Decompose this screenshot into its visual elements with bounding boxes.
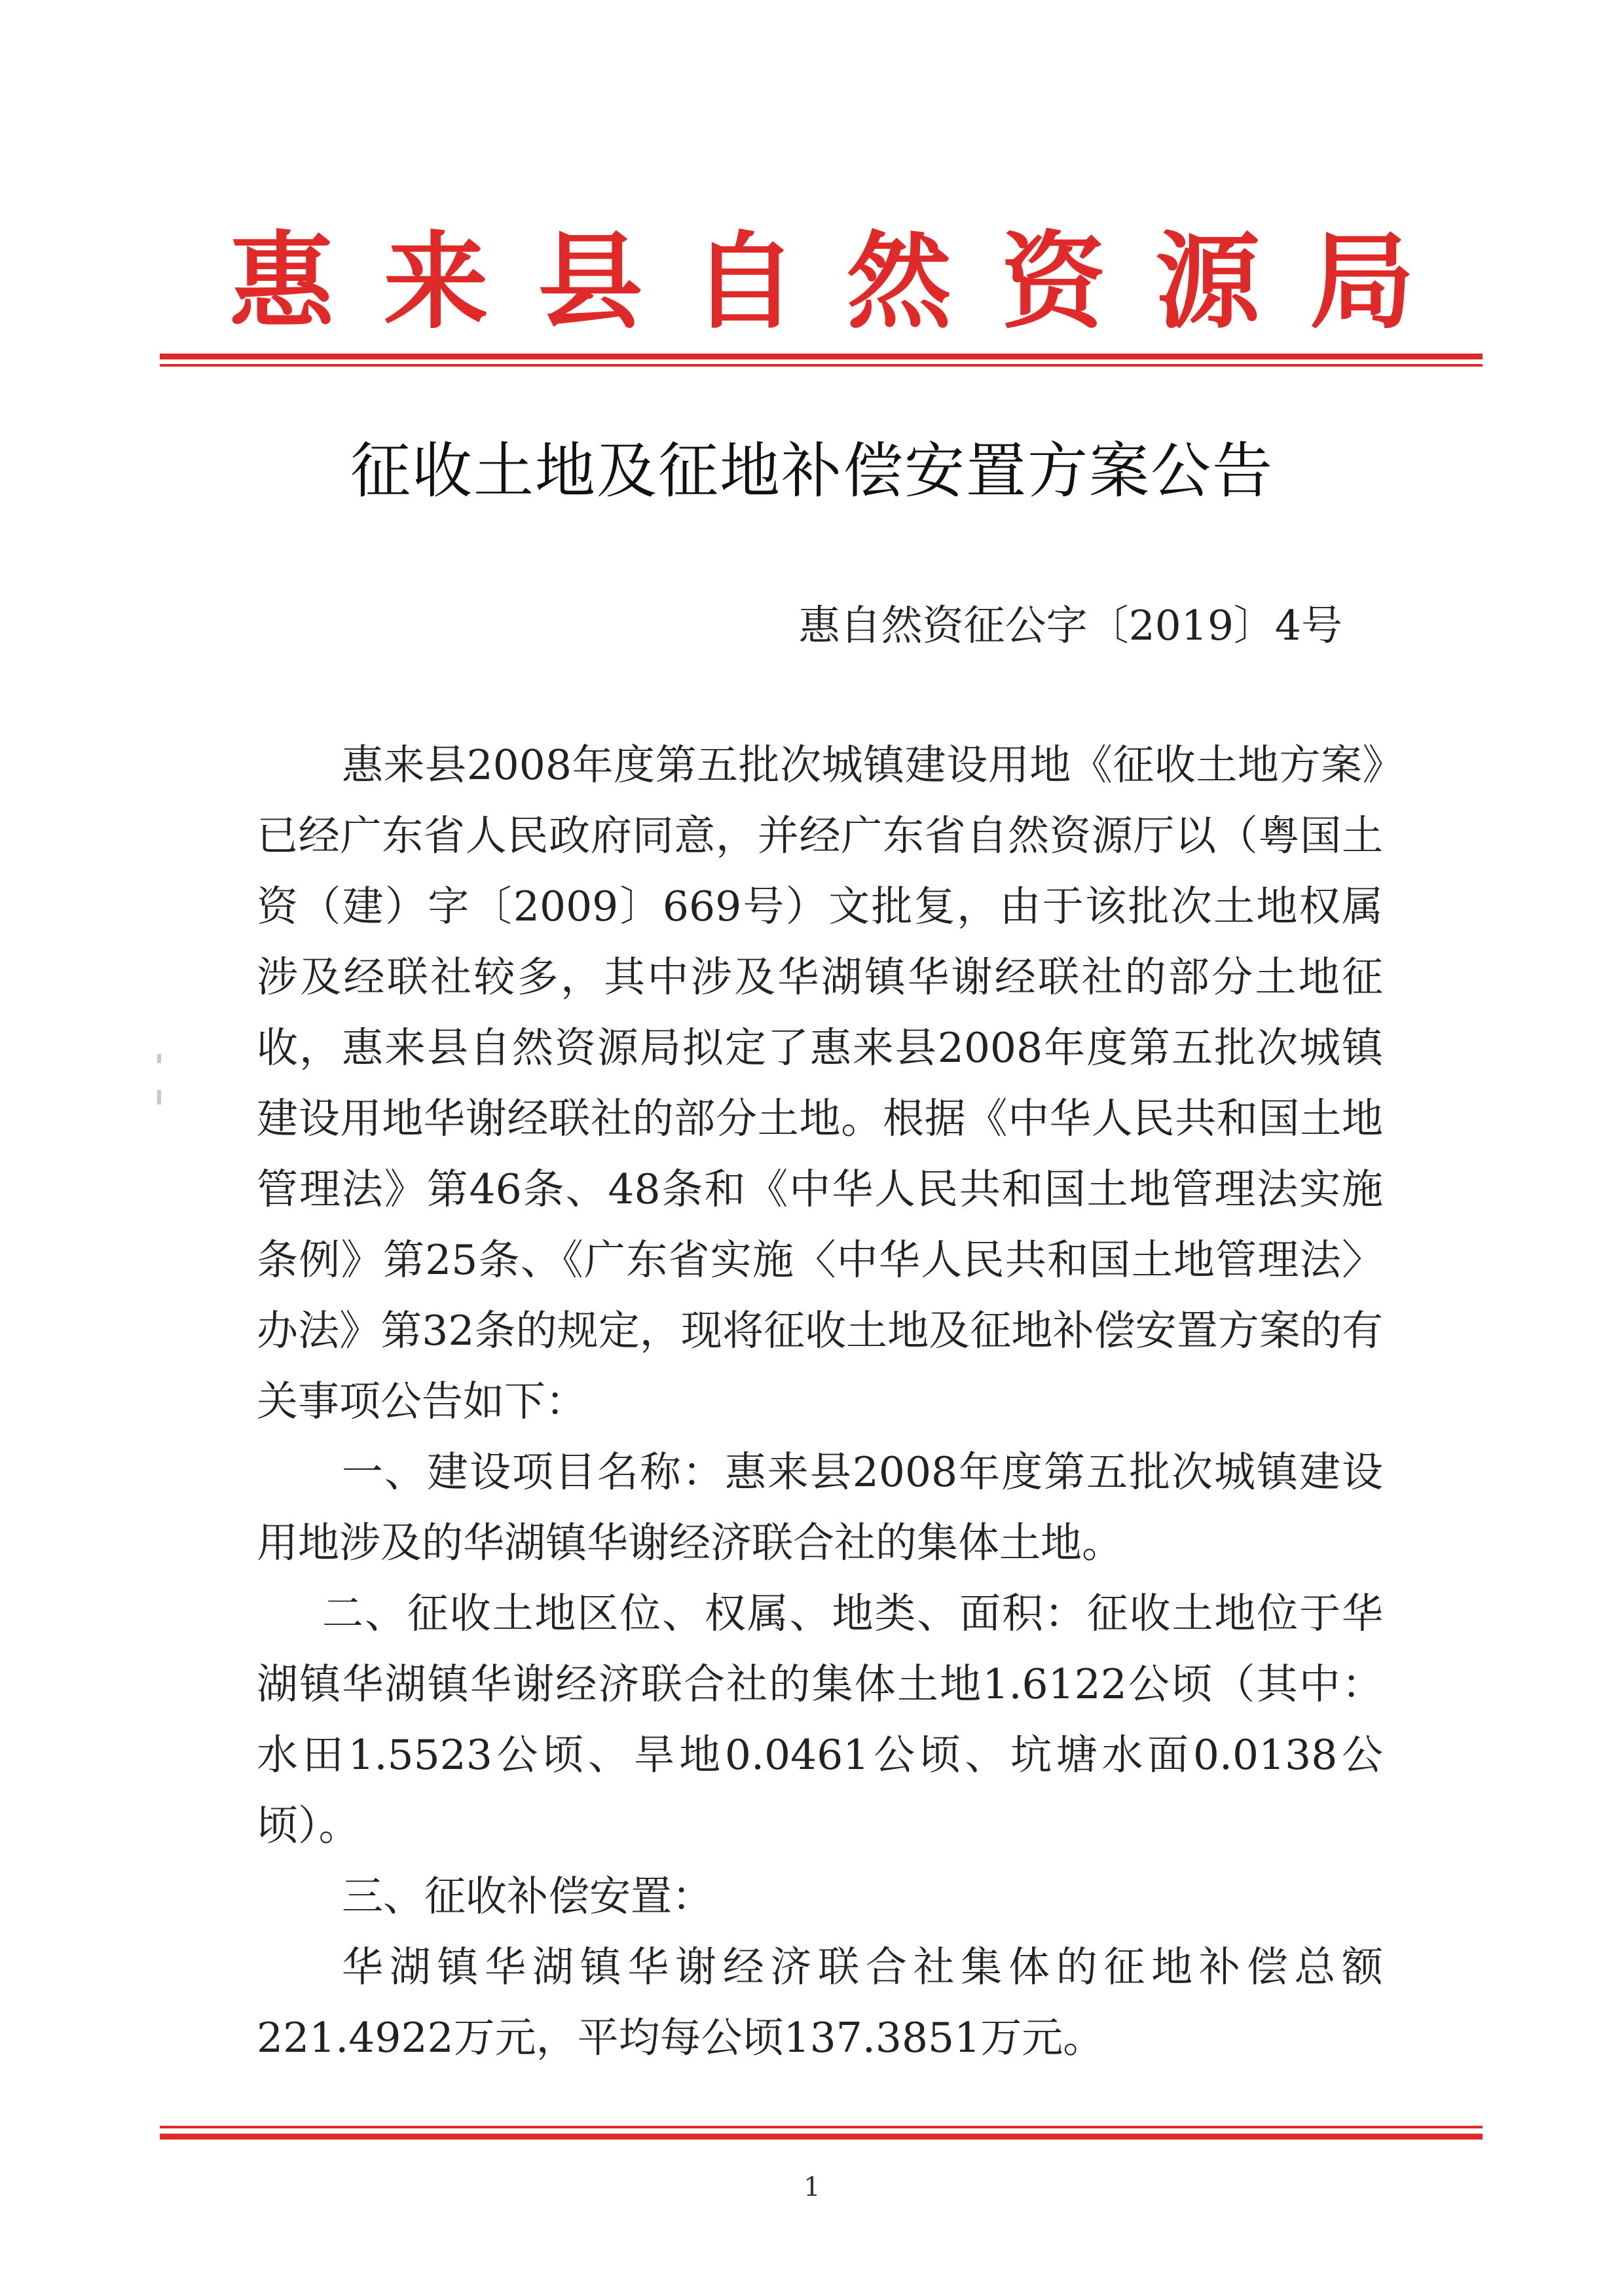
masthead-char: 然 — [846, 220, 951, 343]
header-red-rule-thick — [160, 354, 1483, 359]
masthead — [229, 220, 1414, 343]
footer-red-rule-thick — [160, 2134, 1483, 2140]
masthead-char: 惠 — [229, 220, 335, 343]
header-red-rule-thin — [160, 364, 1483, 367]
masthead-char: 自 — [692, 220, 798, 343]
item-3-heading: 三、征收补偿安置： — [342, 1872, 713, 1920]
intro-paragraph: 惠来县2008年度第五批次城镇建设用地《征收土地方案》已经广东省人民政府同意，并经广东省自然资源厅以（粤国土资（建）字〔2009〕669号）文批复，由于该批次土地权属涉及经联社较多，其中涉及华湖镇华谢经联社的部分土地征收，惠来县自然资源局拟定了惠来县2008年度第五批次城镇建设用地华谢经联社的部分土地。根据《中华人民共和国土地管理法》第46条、48条和《中华人民共和国土地管理法实施条例》第25条、《广东省实施〈中华人民共和国土地管理法〉办法》第32条的规定，现将征收土地及征地补偿安置方案的有关事项公告如下： — [257, 741, 1383, 1425]
masthead-char: 来 — [383, 220, 489, 343]
document-body — [257, 730, 1383, 2073]
item-2-paragraph: 二、征收土地区位、权属、地类、面积：征收土地位于华湖镇华湖镇华谢经济联合社的集体土地1.6122公顷（其中：水田1.5523公顷、旱地0.0461公顷、坑塘水面0.0138公顷）。 — [257, 1590, 1383, 1850]
masthead-char: 源 — [1155, 220, 1261, 343]
masthead-char: 资 — [1001, 220, 1106, 343]
scan-artifact — [157, 1090, 161, 1104]
page-number: 1 — [803, 2172, 821, 2202]
masthead-char: 县 — [538, 220, 643, 343]
document-title: 征收土地及征地补偿安置方案公告 — [350, 436, 1274, 506]
footer-red-rule-thin — [160, 2126, 1483, 2128]
document-number: 惠自然资征公字〔2019〕4号 — [798, 602, 1342, 649]
item-3-paragraph: 华湖镇华湖镇华谢经济联合社集体的征地补偿总额221.4922万元，平均每公顷137.3851万元。 — [257, 1943, 1383, 2062]
masthead-char: 局 — [1309, 220, 1414, 343]
scan-artifact — [157, 1054, 161, 1063]
item-1-paragraph: 一、建设项目名称：惠来县2008年度第五批次城镇建设用地涉及的华湖镇华谢经济联合社的集体土地。 — [257, 1448, 1383, 1567]
